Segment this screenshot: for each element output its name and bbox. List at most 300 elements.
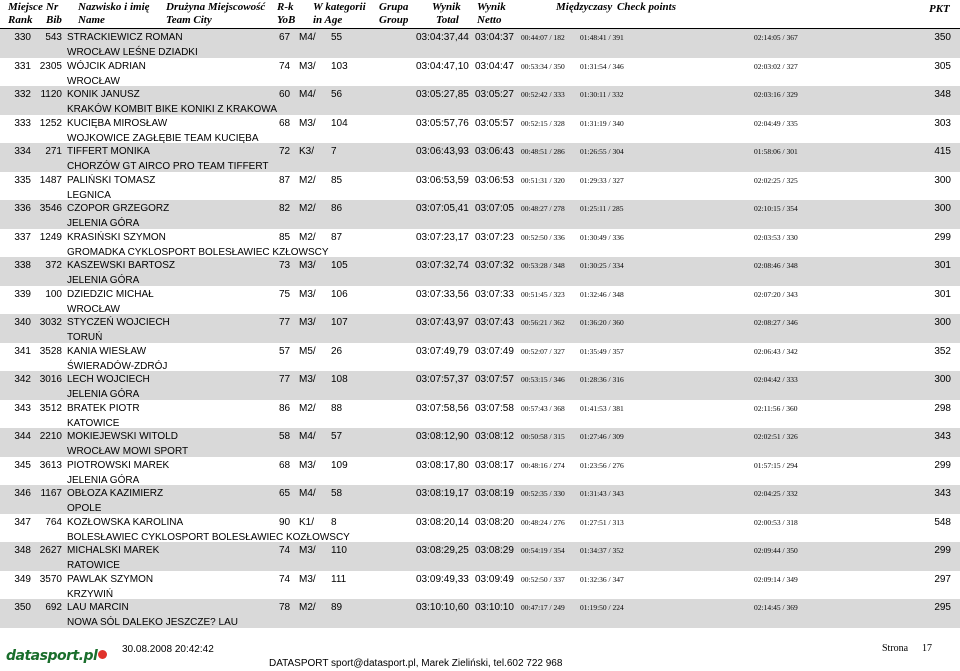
cell-netto-time: 03:10:10 <box>475 602 514 613</box>
cell-name: LECH WOJCIECH <box>67 374 150 385</box>
cell-split-3: 02:03:16 / 329 <box>754 90 798 99</box>
cell-team: KRZYWIŃ <box>67 588 114 600</box>
cell-points: 300 <box>934 374 951 385</box>
header-name-pl: Nazwisko i imię <box>78 1 150 13</box>
cell-points: 300 <box>934 174 951 186</box>
cell-bib: 3528 <box>39 345 62 357</box>
cell-netto-time: 03:06:53 <box>475 174 514 186</box>
cell-category-place: 58 <box>331 488 343 499</box>
header-total-pl: Wynik <box>432 1 461 13</box>
cell-team: NOWA SÓL DALEKO JESZCZE? LAU <box>67 617 238 628</box>
cell-split-1: 00:47:17 / 249 <box>521 603 565 612</box>
header-splits: Międzyczasy <box>556 1 613 13</box>
cell-category-place: 89 <box>331 602 343 613</box>
cell-split-1: 00:48:27 / 278 <box>521 204 565 213</box>
cell-rank: 345 <box>14 459 31 471</box>
cell-points: 343 <box>934 431 951 442</box>
table-row <box>0 514 960 543</box>
cell-group: M3/ <box>299 260 316 271</box>
header-yob-pl: R-k <box>277 1 294 13</box>
ball-icon <box>98 650 107 659</box>
cell-name: KUCIĘBA MIROSŁAW <box>67 117 168 129</box>
cell-category-place: 86 <box>331 203 343 214</box>
table-row <box>0 172 960 201</box>
cell-split-3: 02:02:51 / 326 <box>754 432 798 441</box>
cell-group: M3/ <box>299 288 316 300</box>
cell-split-3: 02:04:25 / 332 <box>754 489 798 498</box>
cell-category-place: 103 <box>331 60 348 72</box>
cell-split-3: 02:03:53 / 330 <box>754 232 798 242</box>
cell-netto-time: 03:05:27 <box>475 89 514 100</box>
cell-netto-time: 03:04:47 <box>475 60 514 72</box>
cell-yob: 86 <box>279 402 291 414</box>
cell-points: 548 <box>934 516 951 528</box>
header-rank-pl: Miejsce <box>8 1 43 13</box>
cell-yob: 73 <box>279 260 291 271</box>
cell-split-2: 01:26:55 / 304 <box>580 147 624 156</box>
cell-points: 299 <box>934 545 951 556</box>
table-row <box>0 400 960 429</box>
table-row <box>0 314 960 343</box>
table-row <box>0 485 960 514</box>
table-row <box>0 457 960 486</box>
cell-rank: 335 <box>14 174 31 186</box>
cell-netto-time: 03:07:33 <box>475 288 514 300</box>
cell-group: M3/ <box>299 459 316 471</box>
header-bib-pl: Nr <box>46 1 59 13</box>
cell-yob: 75 <box>279 288 291 300</box>
cell-group: M3/ <box>299 60 316 72</box>
cell-name: PIOTROWSKI MAREK <box>67 459 170 471</box>
cell-split-1: 00:53:15 / 346 <box>521 375 565 384</box>
cell-team: BOLESŁAWIEC CYKLOSPORT BOLESŁAWIEC KOZŁOWSCY <box>67 531 350 543</box>
cell-split-2: 01:30:49 / 336 <box>580 232 624 242</box>
cell-team: WROCŁAW <box>67 75 120 87</box>
cell-rank: 332 <box>14 89 31 100</box>
header-team-pl: Drużyna Miejscowość <box>166 1 266 13</box>
cell-netto-time: 03:08:17 <box>475 459 514 471</box>
cell-bib: 271 <box>45 146 62 157</box>
header-netto-pl: Wynik <box>477 1 506 13</box>
header-team-en: Team City <box>166 14 212 26</box>
cell-total-time: 03:07:32,74 <box>416 260 469 271</box>
cell-split-3: 02:14:45 / 369 <box>754 603 798 612</box>
cell-split-2: 01:31:54 / 346 <box>580 61 624 71</box>
cell-group: M3/ <box>299 545 316 556</box>
cell-yob: 72 <box>279 146 291 157</box>
cell-group: M2/ <box>299 602 316 613</box>
cell-group: M4/ <box>299 488 316 499</box>
cell-rank: 339 <box>14 288 31 300</box>
cell-bib: 3546 <box>39 203 62 214</box>
cell-points: 350 <box>934 32 951 43</box>
cell-split-2: 01:41:53 / 381 <box>580 403 624 413</box>
cell-total-time: 03:06:53,59 <box>416 174 469 186</box>
cell-netto-time: 03:07:57 <box>475 374 514 385</box>
cell-split-1: 00:50:58 / 315 <box>521 432 565 441</box>
cell-split-2: 01:25:11 / 285 <box>580 204 624 213</box>
cell-name: STRACKIEWICZ ROMAN <box>67 32 183 43</box>
cell-category-place: 108 <box>331 374 348 385</box>
cell-total-time: 03:09:49,33 <box>416 573 469 585</box>
cell-split-3: 01:58:06 / 301 <box>754 147 798 156</box>
cell-name: BRATEK PIOTR <box>67 402 140 414</box>
cell-name: KONIK JANUSZ <box>67 89 140 100</box>
cell-split-1: 00:44:07 / 182 <box>521 33 565 42</box>
cell-category-place: 85 <box>331 174 343 186</box>
cell-split-3: 02:14:05 / 367 <box>754 33 798 42</box>
header-netto-en: Netto <box>477 14 502 26</box>
cell-split-2: 01:32:46 / 348 <box>580 289 624 299</box>
cell-category-place: 26 <box>331 345 343 357</box>
cell-team: GROMADKA CYKLOSPORT BOLESŁAWIEC KZŁOWSCY <box>67 246 329 258</box>
cell-netto-time: 03:07:58 <box>475 402 514 414</box>
cell-split-3: 02:02:25 / 325 <box>754 175 798 185</box>
header-group-en: Group <box>379 14 409 26</box>
cell-team: JELENIA GÓRA <box>67 275 140 286</box>
cell-yob: 57 <box>279 345 291 357</box>
cell-name: OBŁOZA KAZIMIERZ <box>67 488 164 499</box>
cell-yob: 78 <box>279 602 291 613</box>
header-yob-en: YoB <box>277 14 296 26</box>
table-row <box>0 257 960 286</box>
cell-team: JELENIA GÓRA <box>67 474 140 486</box>
cell-category-place: 7 <box>331 146 337 157</box>
cell-split-2: 01:30:25 / 334 <box>580 261 624 270</box>
cell-netto-time: 03:08:12 <box>475 431 514 442</box>
cell-points: 348 <box>934 89 951 100</box>
cell-split-1: 00:56:21 / 362 <box>521 318 565 327</box>
cell-split-3: 02:09:14 / 349 <box>754 574 798 584</box>
cell-split-1: 00:52:50 / 336 <box>521 232 565 242</box>
table-row <box>0 86 960 115</box>
cell-split-3: 02:08:27 / 346 <box>754 318 798 327</box>
cell-rank: 336 <box>14 203 31 214</box>
cell-split-2: 01:31:43 / 343 <box>580 489 624 498</box>
cell-rank: 344 <box>14 431 31 442</box>
cell-group: M5/ <box>299 345 316 357</box>
cell-split-3: 02:06:43 / 342 <box>754 346 798 356</box>
cell-category-place: 56 <box>331 89 343 100</box>
cell-group: M2/ <box>299 231 316 243</box>
cell-split-2: 01:27:51 / 313 <box>580 517 624 527</box>
cell-split-3: 01:57:15 / 294 <box>754 460 798 470</box>
cell-total-time: 03:07:23,17 <box>416 231 469 243</box>
cell-bib: 692 <box>45 602 62 613</box>
cell-bib: 1120 <box>40 89 62 100</box>
cell-bib: 2627 <box>39 545 62 556</box>
cell-group: M2/ <box>299 402 316 414</box>
cell-group: M4/ <box>299 431 316 442</box>
cell-total-time: 03:05:27,85 <box>416 89 469 100</box>
cell-total-time: 03:07:49,79 <box>416 345 469 357</box>
cell-team: ŚWIERADÓW-ZDRÓJ <box>67 360 168 372</box>
cell-category-place: 110 <box>331 545 347 556</box>
cell-yob: 67 <box>279 32 291 43</box>
cell-netto-time: 03:07:05 <box>475 203 514 214</box>
cell-team: WOJKOWICE ZAGŁĘBIE TEAM KUCIĘBA <box>67 132 259 144</box>
cell-netto-time: 03:04:37 <box>475 32 514 43</box>
cell-yob: 65 <box>279 488 291 499</box>
cell-name: DZIEDZIC MICHAŁ <box>67 288 154 300</box>
cell-rank: 333 <box>14 117 31 129</box>
cell-team: OPOLE <box>67 503 102 514</box>
cell-split-1: 00:54:19 / 354 <box>521 546 565 555</box>
cell-points: 352 <box>934 345 951 357</box>
table-row <box>0 29 960 58</box>
cell-rank: 341 <box>14 345 31 357</box>
cell-name: PALIŃSKI TOMASZ <box>67 174 156 186</box>
header-rank-en: Rank <box>8 14 33 26</box>
cell-name: MOKIEJEWSKI WITOLD <box>67 431 178 442</box>
header-bib-en: Bib <box>46 14 62 26</box>
cell-rank: 330 <box>14 32 31 43</box>
table-row <box>0 371 960 400</box>
cell-total-time: 03:10:10,60 <box>416 602 469 613</box>
cell-rank: 343 <box>14 402 31 414</box>
cell-points: 299 <box>934 231 951 243</box>
cell-split-2: 01:30:11 / 332 <box>580 90 624 99</box>
cell-total-time: 03:05:57,76 <box>416 117 469 129</box>
cell-category-place: 106 <box>331 288 348 300</box>
cell-name: PAWLAK SZYMON <box>67 573 154 585</box>
cell-category-place: 57 <box>331 431 343 442</box>
cell-netto-time: 03:07:49 <box>475 345 514 357</box>
cell-split-3: 02:11:56 / 360 <box>754 403 798 413</box>
cell-yob: 74 <box>279 545 291 556</box>
cell-netto-time: 03:09:49 <box>475 573 514 585</box>
cell-group: M3/ <box>299 573 316 585</box>
cell-split-3: 02:00:53 / 318 <box>754 517 798 527</box>
cell-split-2: 01:34:37 / 352 <box>580 546 624 555</box>
cell-points: 298 <box>934 402 951 414</box>
header-cat-pl: W kategorii <box>313 1 366 13</box>
table-row <box>0 542 960 571</box>
header-group-pl: Grupa <box>379 1 409 13</box>
cell-team: KATOWICE <box>67 417 120 429</box>
cell-netto-time: 03:08:19 <box>475 488 514 499</box>
cell-category-place: 104 <box>331 117 348 129</box>
cell-bib: 1249 <box>39 231 62 243</box>
header-total-en: Total <box>436 14 459 26</box>
cell-netto-time: 03:08:20 <box>475 516 514 528</box>
cell-yob: 87 <box>279 174 291 186</box>
cell-yob: 85 <box>279 231 291 243</box>
cell-points: 301 <box>934 260 951 271</box>
cell-bib: 3512 <box>39 402 62 414</box>
cell-netto-time: 03:07:23 <box>475 231 514 243</box>
cell-total-time: 03:08:19,17 <box>416 488 469 499</box>
cell-team: WROCŁAW LEŚNE DZIADKI <box>67 47 198 58</box>
cell-yob: 68 <box>279 117 291 129</box>
cell-points: 297 <box>934 573 951 585</box>
cell-total-time: 03:08:20,14 <box>416 516 469 528</box>
cell-group: K3/ <box>299 146 315 157</box>
header-checkpoints: Check points <box>617 1 676 13</box>
cell-split-2: 01:48:41 / 391 <box>580 33 624 42</box>
cell-points: 299 <box>934 459 951 471</box>
cell-rank: 347 <box>14 516 31 528</box>
table-row <box>0 143 960 172</box>
table-row <box>0 599 960 628</box>
cell-split-2: 01:29:33 / 327 <box>580 175 624 185</box>
cell-group: M4/ <box>299 89 316 100</box>
cell-yob: 74 <box>279 60 291 72</box>
cell-total-time: 03:04:37,44 <box>416 32 469 43</box>
cell-category-place: 87 <box>331 231 343 243</box>
cell-category-place: 8 <box>331 516 337 528</box>
cell-split-2: 01:23:56 / 276 <box>580 460 624 470</box>
cell-rank: 337 <box>14 231 31 243</box>
cell-name: KANIA WIESŁAW <box>67 345 147 357</box>
cell-total-time: 03:07:05,41 <box>416 203 469 214</box>
cell-split-1: 00:52:50 / 337 <box>521 574 565 584</box>
cell-bib: 1167 <box>40 488 62 499</box>
cell-split-2: 01:36:20 / 360 <box>580 318 624 327</box>
cell-points: 343 <box>934 488 951 499</box>
page-label: Strona <box>882 643 909 654</box>
cell-split-1: 00:48:51 / 286 <box>521 147 565 156</box>
cell-points: 300 <box>934 317 951 328</box>
cell-total-time: 03:07:57,37 <box>416 374 469 385</box>
table-row <box>0 571 960 600</box>
cell-split-2: 01:19:50 / 224 <box>580 603 624 612</box>
cell-split-3: 02:10:15 / 354 <box>754 204 798 213</box>
cell-bib: 2305 <box>39 60 62 72</box>
cell-team: TORUŃ <box>67 332 103 343</box>
cell-name: CZOPOR GRZEGORZ <box>67 203 170 214</box>
cell-name: KASZEWSKI BARTOSZ <box>67 260 175 271</box>
cell-split-1: 00:53:28 / 348 <box>521 261 565 270</box>
cell-bib: 3613 <box>39 459 62 471</box>
cell-rank: 338 <box>14 260 31 271</box>
cell-category-place: 88 <box>331 402 343 414</box>
cell-team: WROCŁAW <box>67 303 120 315</box>
cell-rank: 350 <box>14 602 31 613</box>
cell-split-2: 01:32:36 / 347 <box>580 574 624 584</box>
cell-bib: 372 <box>45 260 62 271</box>
cell-name: KOZŁOWSKA KAROLINA <box>67 516 184 528</box>
cell-split-1: 00:52:35 / 330 <box>521 489 565 498</box>
cell-name: KRASIŃSKI SZYMON <box>67 231 166 243</box>
cell-group: M3/ <box>299 317 316 328</box>
cell-netto-time: 03:07:32 <box>475 260 514 271</box>
cell-split-3: 02:07:20 / 343 <box>754 289 798 299</box>
cell-points: 301 <box>934 288 951 300</box>
cell-split-1: 00:52:07 / 327 <box>521 346 565 356</box>
datasport-logo: datasport.pl <box>6 648 107 664</box>
print-date: 30.08.2008 20:42:42 <box>122 644 214 655</box>
cell-split-3: 02:04:42 / 333 <box>754 375 798 384</box>
cell-team: WROCŁAW MOWI SPORT <box>67 446 189 457</box>
cell-split-1: 00:53:34 / 350 <box>521 61 565 71</box>
cell-total-time: 03:06:43,93 <box>416 146 469 157</box>
cell-split-3: 02:03:02 / 327 <box>754 61 798 71</box>
cell-bib: 2210 <box>39 431 62 442</box>
cell-group: M4/ <box>299 32 316 43</box>
cell-points: 415 <box>934 146 951 157</box>
page-number: 17 <box>922 643 932 654</box>
cell-rank: 342 <box>14 374 31 385</box>
cell-yob: 90 <box>279 516 291 528</box>
table-row <box>0 428 960 457</box>
cell-total-time: 03:07:33,56 <box>416 288 469 300</box>
cell-group: M3/ <box>299 117 316 129</box>
cell-split-2: 01:35:49 / 357 <box>580 346 624 356</box>
cell-netto-time: 03:05:57 <box>475 117 514 129</box>
cell-rank: 349 <box>14 573 31 585</box>
cell-points: 300 <box>934 203 951 214</box>
cell-total-time: 03:07:58,56 <box>416 402 469 414</box>
cell-split-1: 00:57:43 / 368 <box>521 403 565 413</box>
table-row <box>0 343 960 372</box>
cell-split-1: 00:48:16 / 274 <box>521 460 565 470</box>
cell-group: M2/ <box>299 203 316 214</box>
table-row <box>0 229 960 258</box>
cell-netto-time: 03:07:43 <box>475 317 514 328</box>
cell-total-time: 03:08:17,80 <box>416 459 469 471</box>
cell-name: LAU MARCIN <box>67 602 129 613</box>
cell-split-1: 00:52:15 / 328 <box>521 118 565 128</box>
cell-total-time: 03:08:29,25 <box>416 545 469 556</box>
cell-team: JELENIA GÓRA <box>67 389 140 400</box>
cell-bib: 3016 <box>39 374 62 385</box>
cell-split-1: 00:51:31 / 320 <box>521 175 565 185</box>
cell-bib: 543 <box>45 32 62 43</box>
cell-bib: 1252 <box>39 117 62 129</box>
cell-category-place: 55 <box>331 32 343 43</box>
cell-split-1: 00:51:45 / 323 <box>521 289 565 299</box>
cell-bib: 1487 <box>39 174 62 186</box>
cell-rank: 348 <box>14 545 31 556</box>
cell-yob: 58 <box>279 431 291 442</box>
cell-team: RATOWICE <box>67 560 120 571</box>
header-pkt: PKT <box>929 3 950 15</box>
header-cat-en: in Age <box>313 14 343 26</box>
cell-points: 295 <box>934 602 951 613</box>
cell-yob: 82 <box>279 203 291 214</box>
cell-split-3: 02:08:46 / 348 <box>754 261 798 270</box>
cell-team: JELENIA GÓRA <box>67 218 140 229</box>
cell-total-time: 03:04:47,10 <box>416 60 469 72</box>
cell-yob: 68 <box>279 459 291 471</box>
cell-netto-time: 03:06:43 <box>475 146 514 157</box>
cell-total-time: 03:07:43,97 <box>416 317 469 328</box>
cell-total-time: 03:08:12,90 <box>416 431 469 442</box>
cell-points: 305 <box>934 60 951 72</box>
cell-split-1: 00:52:42 / 333 <box>521 90 565 99</box>
cell-split-2: 01:31:19 / 340 <box>580 118 624 128</box>
cell-yob: 60 <box>279 89 291 100</box>
cell-bib: 3032 <box>39 317 62 328</box>
cell-category-place: 107 <box>331 317 348 328</box>
results-table <box>0 29 960 628</box>
cell-group: K1/ <box>299 516 315 528</box>
header-name-en: Name <box>78 14 105 26</box>
cell-rank: 334 <box>14 146 31 157</box>
cell-bib: 100 <box>45 288 62 300</box>
cell-yob: 77 <box>279 317 291 328</box>
table-row <box>0 115 960 144</box>
cell-rank: 340 <box>14 317 31 328</box>
cell-split-1: 00:48:24 / 276 <box>521 517 565 527</box>
cell-group: M2/ <box>299 174 316 186</box>
cell-rank: 331 <box>14 60 31 72</box>
cell-split-2: 01:27:46 / 309 <box>580 432 624 441</box>
cell-category-place: 109 <box>331 459 348 471</box>
cell-category-place: 111 <box>331 573 347 585</box>
cell-netto-time: 03:08:29 <box>475 545 514 556</box>
